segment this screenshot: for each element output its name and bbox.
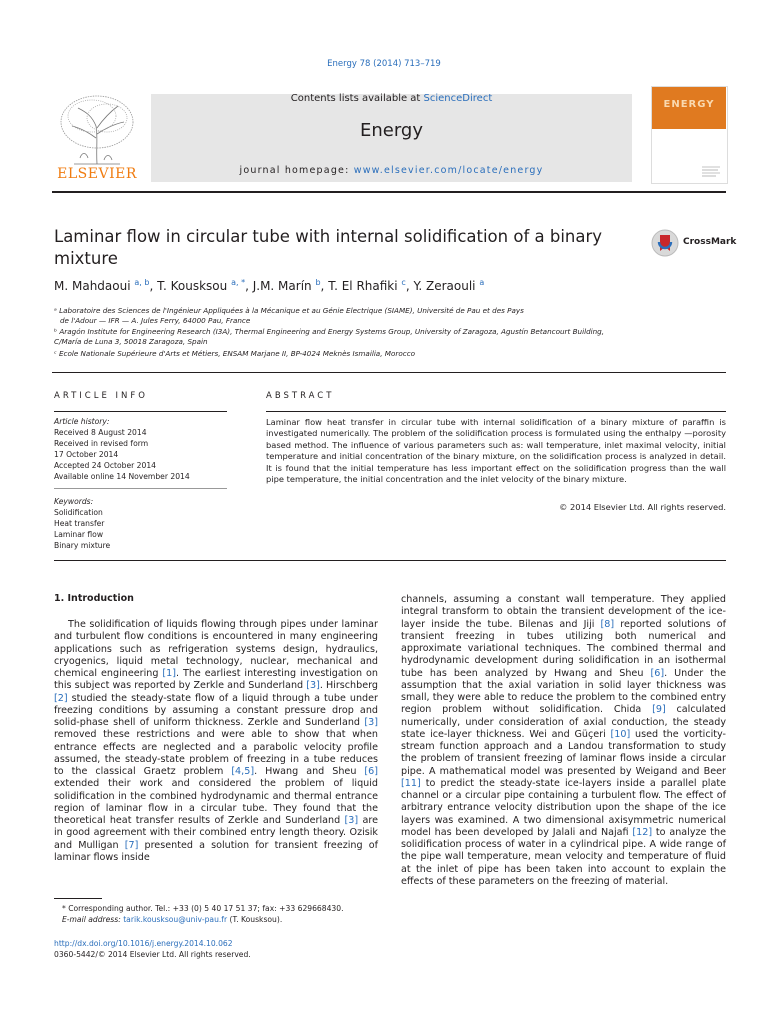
history-item: Received 8 August 2014 [54, 428, 147, 437]
author[interactable]: M. Mahdaoui $^{a, b}$, [54, 278, 158, 293]
email-link[interactable]: tarik.kousksou@univ-pau.fr [123, 915, 228, 924]
contents-available: Contents lists available at ScienceDirect [290, 93, 493, 104]
abstract-heading: ABSTRACT [266, 391, 335, 401]
history-item: 17 October 2014 [54, 450, 119, 459]
reference-link[interactable]: [9] [652, 704, 666, 716]
intro-right-column [401, 594, 726, 888]
cover-footer-graphic [700, 164, 722, 178]
affiliation-a: ᵃ Laboratoire des Sciences de l'Ingénieur Appliquées à la Mécanique et au Génie Electrique (SIAME), Université de Pau et des Pays de l'Adour — IFR — A. Jules Ferry, 64000 Pau, France [54, 306, 524, 325]
reference-link[interactable]: [10] [610, 728, 631, 740]
reference-link[interactable]: [11] [401, 777, 421, 789]
homepage-link[interactable]: www.elsevier.com/locate/energy [353, 165, 544, 176]
intro-left-column [54, 619, 378, 864]
crossmark-label[interactable]: CrossMark [683, 237, 737, 247]
article-info-rule [54, 411, 227, 412]
corresponding-author-note: * Corresponding author. Tel.: +33 (0) 5 40 17 51 37; fax: +33 629668430. [62, 904, 344, 913]
crossmark-icon[interactable] [651, 229, 679, 257]
keyword: Laminar flow [54, 530, 104, 539]
sciencedirect-link[interactable]: ScienceDirect [423, 93, 493, 104]
keywords: Keywords: Solidification Heat transfer Laminar flow Binary mixture [54, 496, 234, 551]
author-list [54, 278, 484, 293]
author[interactable]: Y. Zeraouli $^a$ [413, 278, 485, 293]
introduction-heading: 1. Introduction [54, 593, 134, 604]
section-rule [52, 372, 726, 373]
history-item: Received in revised form [54, 439, 149, 448]
intro-paragraph: The solidification of liquids flowing through pipes under laminar and turbulent flow conditions is encountered in many engineering applications such as refrigeration systems design, hydraulics, cryogenics, liquid metal technology, nuclear, mechanical and chemical engineering [1]. The earliest interesting investigation on this subject was reported by Zerkle and Sunderland [3]. Hirschberg [2] studied the steady-state flow of a liquid through a tube under freezing conditions by assuming a constant pressure drop and solid-phase shell of uniform thickness. Zerkle and Sunderland [3] removed these restrictions and were able to show that when entrance effects are neglected and a parabolic velocity profile assumed, the steady-state problem of freezing in a tube reduces to the classical Graetz problem [4,5]. Hwang and Sheu [6] extended their work and considered the problem of liquid solidification in the combined hydrodynamic and thermal entrance region of laminar flow in a circular tube. They found that the theoretical heat transfer results of Zerkle and Sunderland [3] are in good agreement with their combined entry length theory. Ozisik and Mulligan [7] presented a solution for transient freezing of laminar flows inside [54, 619, 379, 863]
keywords-rule [54, 488, 227, 489]
cover-title: ENERGY [663, 99, 715, 110]
keyword: Heat transfer [54, 519, 105, 528]
author[interactable]: T. Kousksou $^{a, *}$, [157, 278, 253, 293]
article-info-heading: ARTICLE INFO [54, 391, 148, 401]
reference-link[interactable]: [4,5] [231, 766, 255, 777]
intro-paragraph: channels, assuming a constant wall temperature. They applied integral transform to obtain the transient development of the ice-layer inside the tube. Bilenas and Jiji [8] reported solutions of transient freezing in tubes utilizing both numerical and approximate variational techniques. The combined thermal and hydrodynamic development during solidification in an isothermal tube has been analyzed by Hwang and Sheu [6]. Under the assumption that the axial variation in solid layer thickness was small, they were able to reduce the problem to the combined entry region problem without solidification. Chida [9] calculated numerically, under consideration of axial conduction, the steady state ice-layer thickness. Wei and Güçeri [10] used the vorticity-stream function approach and a Landou transformation to study the problem of transient freezing of laminar flows inside a circular pipe. A mathematical model was presented by Weigand and Beer [11] to predict the steady-state ice-layers inside a parallel plate channel or a circular pipe containing a turbulent flow. The effect of arbitrary entrance velocity distribution upon the shape of the ice layers was examined. A two dimensional axisymmetric numerical model has been developed by Jalali and Najafi [12] to analyze the solidification process of water in a cylindrical pipe. A wide range of the pipe wall temperature, mean velocity and temperature of fluid at the inlet of pipe has been taken into account to explain the effects of these parameters on the freezing of material. [401, 594, 726, 887]
header-rule [52, 191, 726, 193]
reference-link[interactable]: [12] [632, 826, 653, 838]
abstract-rule [266, 411, 726, 412]
reference-link[interactable]: [6] [364, 766, 379, 777]
author[interactable]: T. El Rhafiki $^c$, [328, 278, 414, 293]
reference-link[interactable]: [3] [306, 680, 320, 692]
article-history: Article history: Received 8 August 2014 Received in revised form 17 October 2014 Accepted 24 October 2014 Available online 14 November 2014 [54, 416, 234, 482]
journal-homepage: journal homepage: www.elsevier.com/locate/energy [239, 165, 544, 176]
affiliation-b: ᵇ Aragón Institute for Engineering Research (I3A), Thermal Engineering and Energy Systems Group, University of Zaragoza, Agustín Betancourt Building, C/María de Luna 3, 50018 Zaragoza, Spain [54, 327, 605, 346]
footnote-rule [54, 898, 102, 899]
keyword: Solidification [54, 508, 103, 517]
issn-line: 0360-5442/© 2014 Elsevier Ltd. All rights reserved. [54, 950, 251, 959]
journal-citation[interactable]: Energy 78 (2014) 713–719 [327, 59, 441, 69]
reference-link[interactable]: [2] [54, 692, 68, 704]
history-item: Available online 14 November 2014 [54, 472, 190, 481]
abstract-text: Laminar flow heat transfer in circular tube with internal solidification of a binary mixture of paraffin is investigated numerically. The problem of the solidification process is formulated using the enthalpy —porosity based method. The influence of various parameters such as: wall temperature, inlet maximal velocity, initial temperature and initial concentration of the binary mixture, on the solidification process is analyzed in detail. It is found that the initial temperature has less important effect on the solidification progress than the wall pipe temperature, the initial concentration and the inlet velocity of the binary mixture. [266, 417, 726, 485]
reference-link[interactable]: [3] [364, 717, 378, 728]
keyword: Binary mixture [54, 541, 111, 550]
article-title: Laminar flow in circular tube with internal solidification of a binary mixture [54, 227, 603, 268]
email-note: E-mail address: tarik.kousksou@univ-pau.fr (T. Kousksou). [62, 915, 283, 924]
reference-link[interactable]: [6] [650, 667, 665, 679]
reference-link[interactable]: [7] [124, 839, 139, 851]
history-item: Accepted 24 October 2014 [54, 461, 156, 470]
elsevier-wordmark: ELSEVIER [57, 166, 137, 182]
reference-link[interactable]: [8] [600, 618, 615, 630]
abstract-copyright: © 2014 Elsevier Ltd. All rights reserved. [559, 502, 726, 512]
affiliation-c: ᶜ Ecole Nationale Supérieure d'Arts et Métiers, ENSAM Marjane II, BP-4024 Meknès Ismailia, Morocco [54, 349, 416, 358]
reference-link[interactable]: [1] [162, 668, 176, 679]
reference-link[interactable]: [3] [344, 815, 359, 826]
author[interactable]: J.M. Marín $^b$, [252, 278, 329, 293]
journal-name: Energy [359, 120, 424, 141]
abstract-bottom-rule [54, 560, 726, 561]
doi-link[interactable]: http://dx.doi.org/10.1016/j.energy.2014.10.062 [54, 939, 233, 948]
